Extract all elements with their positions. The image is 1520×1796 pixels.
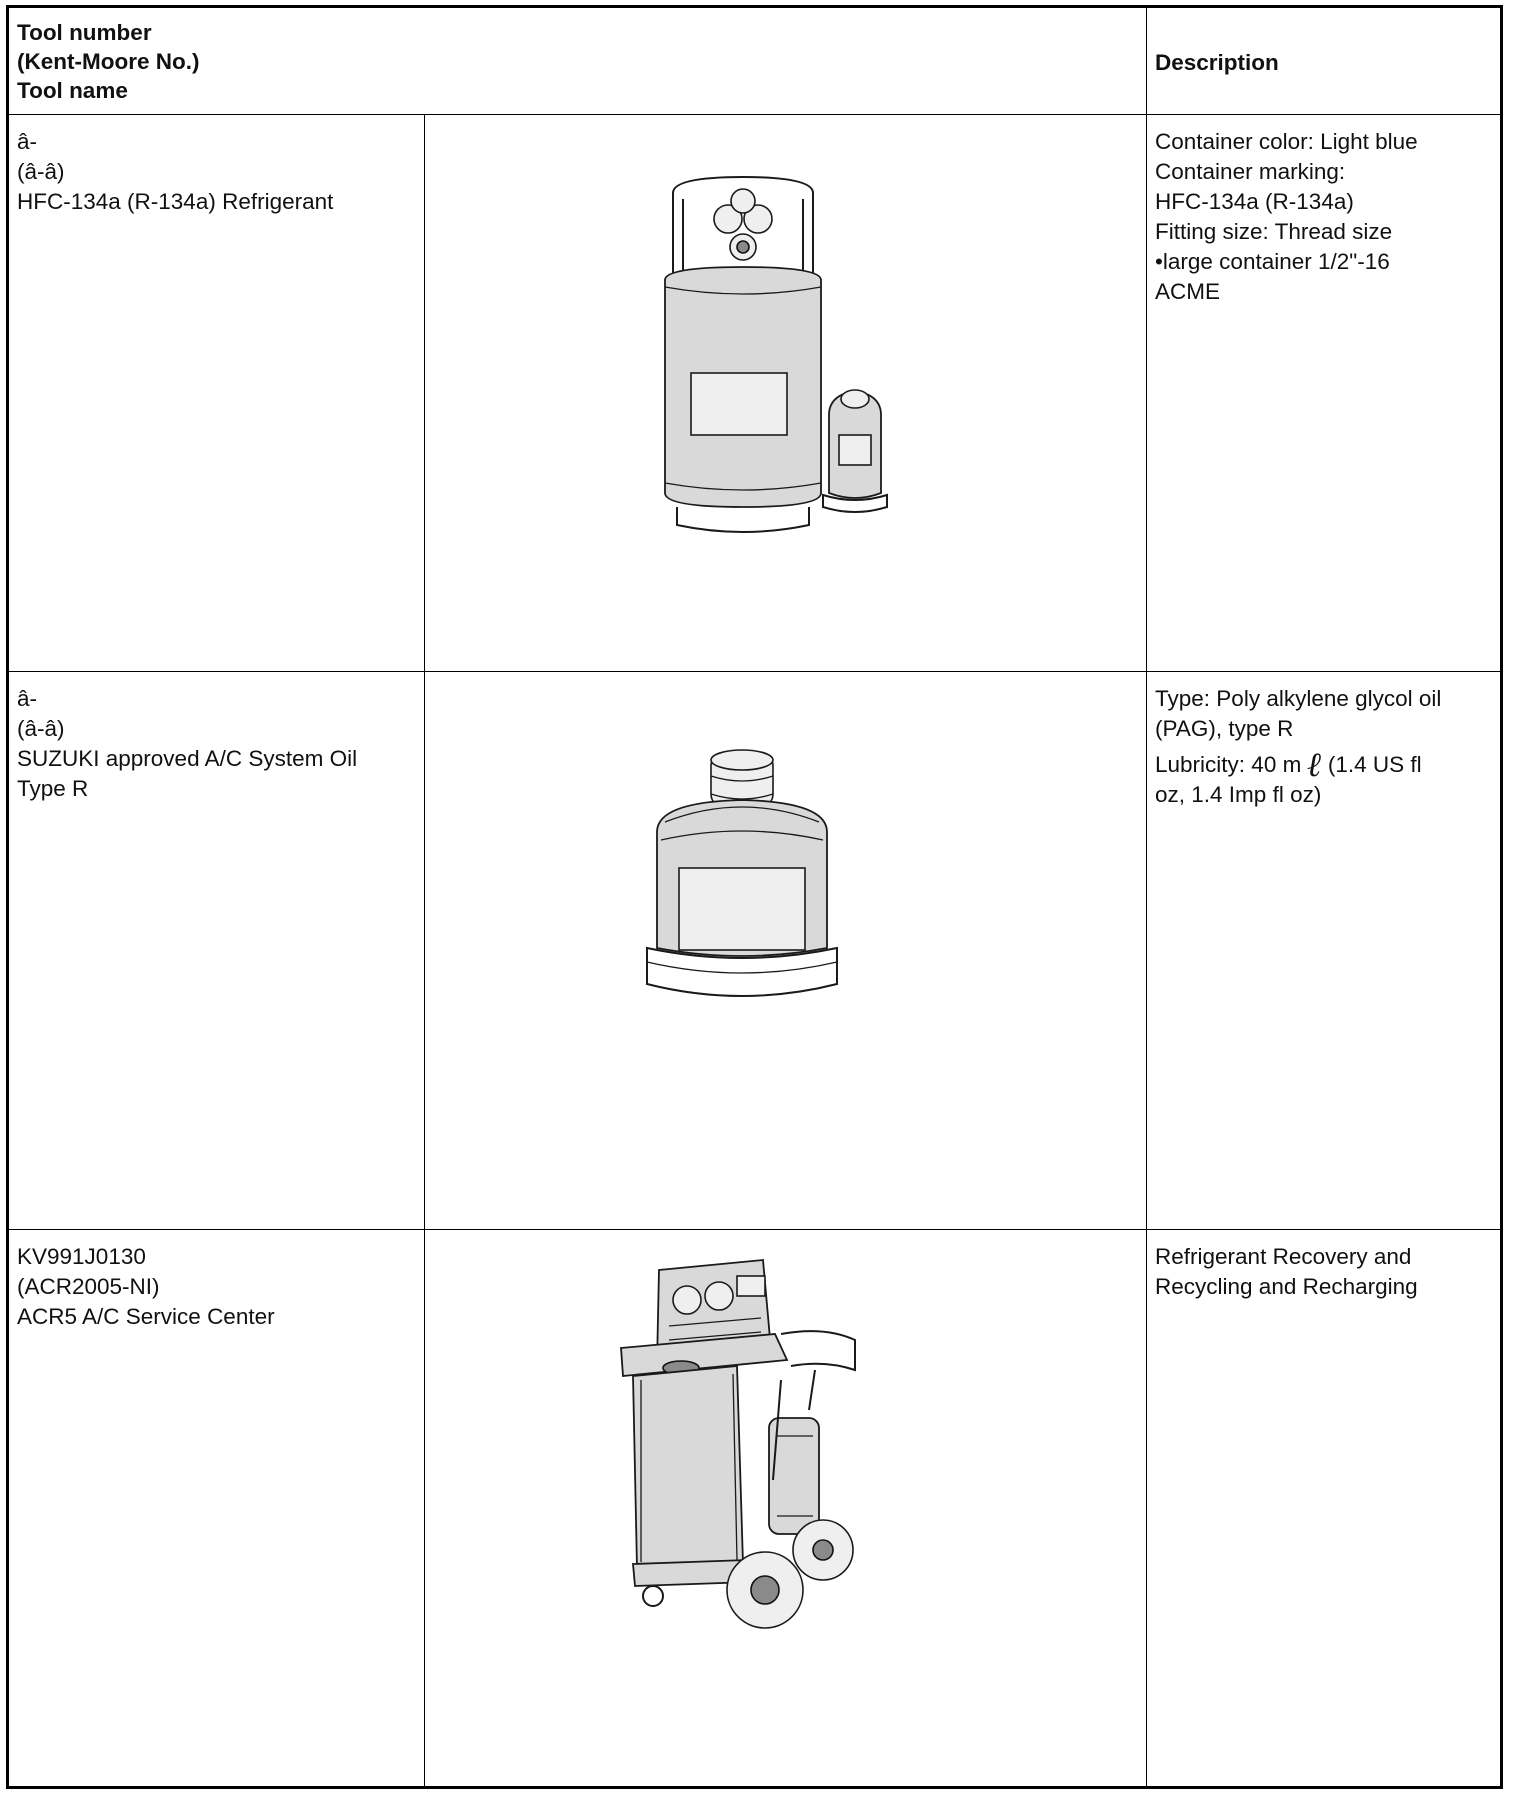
header-tool-name: Tool name [17,78,128,103]
header-tool-number: Tool number [17,20,152,45]
tool-number: â- [17,686,38,712]
tool-name: ACR5 A/C Service Center [17,1303,275,1329]
oil-bottle-illustration [425,672,1147,1228]
refrigerant-containers-illustration [425,115,1147,671]
description-line: Container marking: [1155,159,1346,185]
tool-description-cell [1147,672,1502,1229]
tool-id-cell [8,115,425,672]
kent-moore-number: (â-â) [17,716,65,742]
description-line: Recycling and Recharging [1155,1273,1418,1299]
description-line: ACME [1155,279,1221,305]
tool-id-cell [8,672,425,1229]
special-tools-table [6,5,1503,1789]
table-row [8,672,1502,1229]
description-line: (PAG), type R [1155,716,1294,742]
kent-moore-number: (ACR2005-NI) [17,1273,160,1299]
lubricity-line [1155,745,1492,786]
tool-name-continued: Type R [17,776,89,802]
lubricity-prefix: Lubricity: 40 m [1155,752,1302,778]
tool-column-header [8,7,1147,115]
tool-name: HFC-134a (R-134a) Refrigerant [17,189,334,215]
tool-number: KV991J0130 [17,1243,146,1269]
tool-illustration-cell [425,115,1147,672]
tool-description-cell [1147,1229,1502,1787]
tool-description-cell [1147,115,1502,672]
service-center-cart-illustration [425,1230,1147,1786]
table-row [8,1229,1502,1787]
description-line: HFC-134a (R-134a) [1155,189,1354,215]
lubricity-suffix: (1.4 US fl [1327,752,1422,778]
table-header-row [8,7,1502,115]
tool-name: SUZUKI approved A/C System Oil [17,746,358,772]
header-kent-moore: (Kent-Moore No.) [17,49,200,74]
tool-number: â- [17,129,38,155]
description-line: Container color: Light blue [1155,129,1418,155]
description-column-header: Description [1147,7,1502,115]
description-line: Type: Poly alkylene glycol oil [1155,686,1442,712]
tool-illustration-cell [425,1229,1147,1787]
kent-moore-number: (â-â) [17,159,65,185]
description-line: Refrigerant Recovery and [1155,1243,1412,1269]
tool-id-cell [8,1229,425,1787]
tool-illustration-cell [425,672,1147,1229]
description-line: Fitting size: Thread size [1155,219,1393,245]
table-row [8,115,1502,672]
description-line: oz, 1.4 Imp fl oz) [1155,782,1322,808]
description-line: •large container 1/2"-16 [1155,249,1390,275]
liter-symbol: ℓ [1307,745,1322,786]
